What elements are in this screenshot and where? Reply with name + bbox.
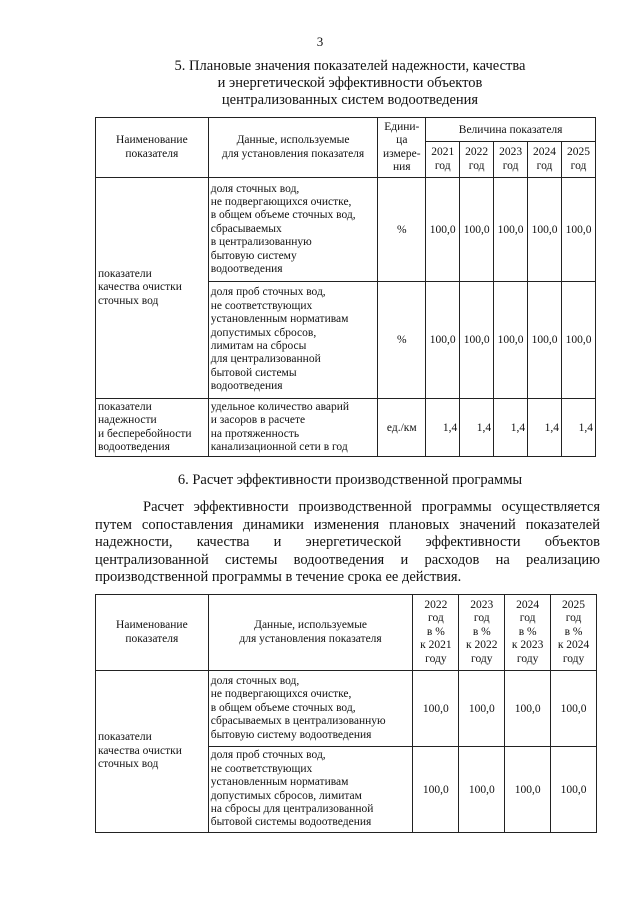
col-header-data	[208, 595, 413, 671]
col-header-unit	[378, 118, 426, 178]
period-line: в %	[426, 625, 445, 638]
value-cell: 100,0	[459, 671, 505, 747]
group-name-line: показатели	[98, 731, 152, 744]
data-line: водоотведения	[210, 380, 283, 393]
value-cell: 100,0	[562, 178, 596, 282]
header-line: для установления показателя	[221, 147, 365, 160]
group-name-cell	[96, 399, 209, 457]
period-line: 2022	[424, 598, 448, 611]
period-line: году	[471, 652, 493, 665]
period-line: году	[516, 652, 539, 665]
group-name-line: сточных вод	[98, 294, 159, 307]
period-line: год	[428, 612, 444, 625]
data-line: в общем объеме сточных вод,	[210, 209, 356, 222]
data-line: не подвергающихся очистке,	[210, 688, 352, 701]
period-line: к 2021	[420, 639, 452, 652]
section6-paragraph	[95, 499, 600, 587]
page-number: 3	[316, 34, 324, 49]
data-line: бытовую систему	[210, 249, 297, 262]
year-line: 2023	[499, 146, 523, 159]
paragraph-line: путем сопоставления динамики изменения плановых значений показателей	[95, 516, 600, 533]
group-name-line: показатели	[98, 267, 152, 280]
value-cell: 100,0	[460, 282, 494, 399]
year-header	[494, 142, 528, 178]
group-name-line: показатели	[98, 400, 152, 413]
period-line: 2023	[470, 598, 494, 611]
data-cell	[208, 671, 413, 747]
period-line: в %	[564, 625, 583, 638]
section5-title-line: централизованных систем водоотведения	[221, 92, 479, 108]
group-name-line: качества очистки	[98, 281, 182, 294]
year-header	[562, 142, 596, 178]
data-line: сбрасываемых	[210, 222, 282, 235]
group-name-line: надежности	[98, 414, 157, 427]
data-line: установленным нормативам	[210, 313, 349, 326]
year-line: 2024	[533, 146, 557, 159]
data-line: доля сточных вод,	[210, 674, 300, 687]
value-cell: 100,0	[551, 747, 597, 833]
value-cell: 100,0	[494, 282, 528, 399]
paragraph-line: надежности, качества и энергетической эффективности объектов	[95, 534, 600, 550]
data-line: доля проб сточных вод,	[210, 286, 326, 299]
data-line: водоотведения	[210, 263, 283, 276]
data-line: бытовой системы	[210, 366, 297, 379]
group-name-cell	[96, 671, 209, 833]
year-line: 2025	[567, 146, 590, 159]
period-header	[551, 595, 597, 671]
efficiency-table	[95, 594, 597, 833]
group-name-line: качества очистки	[98, 744, 182, 757]
col-header-value: Величина показателя	[426, 118, 596, 142]
value-cell: 100,0	[562, 282, 596, 399]
header-line: ца	[396, 134, 408, 147]
data-cell	[208, 282, 378, 399]
header-line: Данные, используемые	[236, 134, 350, 147]
period-header	[413, 595, 459, 671]
col-header-data	[208, 118, 378, 178]
unit-cell: %	[378, 282, 426, 399]
data-line: не соответствующих	[210, 762, 313, 775]
data-line: бытовой системы водоотведения	[210, 816, 372, 829]
data-line: бытовую систему водоотведения	[210, 728, 372, 741]
value-cell: 100,0	[528, 282, 562, 399]
period-line: к 2022	[466, 639, 498, 652]
year-line: год	[570, 159, 587, 172]
data-line: на сбросы для централизованной	[210, 802, 374, 815]
year-line: год	[434, 159, 451, 172]
year-header	[426, 142, 460, 178]
value-cell: 100,0	[459, 747, 505, 833]
section5-title-line: и энергетической эффективности объектов	[217, 75, 483, 91]
data-line: не соответствующих	[210, 299, 313, 312]
value-cell: 100,0	[494, 178, 528, 282]
data-cell	[208, 178, 378, 282]
year-line: год	[502, 159, 519, 172]
header-line: Едини-	[384, 120, 420, 133]
period-line: год	[519, 612, 536, 625]
value-cell: 1,4	[426, 399, 460, 457]
header-line: измере-	[383, 147, 421, 160]
period-line: в %	[518, 625, 537, 638]
paragraph-line: производственной программы в течение срока ее действия.	[95, 569, 462, 585]
year-line: 2021	[431, 146, 455, 159]
value-cell: 100,0	[505, 671, 551, 747]
paragraph-line: централизованной системы водоотведения и расходов на реализацию	[95, 551, 600, 568]
section6-title: 6. Расчет эффективности производственной программы	[177, 472, 523, 488]
value-cell: 1,4	[460, 399, 494, 457]
data-line: допустимых сбросов,	[210, 326, 317, 339]
data-line: в централизованную	[210, 236, 312, 249]
year-header	[460, 142, 494, 178]
data-line: и засоров в расчете	[210, 414, 306, 427]
period-line: в %	[472, 625, 491, 638]
year-line: год	[536, 159, 553, 172]
data-line: не подвергающихся очистке,	[210, 195, 352, 208]
data-line: на протяженность	[210, 427, 300, 440]
period-line: год	[473, 612, 490, 625]
data-line: доля сточных вод,	[210, 182, 300, 195]
period-line: 2024	[516, 598, 540, 611]
value-cell: 100,0	[460, 178, 494, 282]
value-cell: 1,4	[528, 399, 562, 457]
period-line: к 2024	[557, 639, 590, 652]
col-header-name	[96, 595, 209, 671]
period-line: год	[565, 612, 582, 625]
col-header-name	[96, 118, 209, 178]
group-name-cell	[96, 178, 209, 399]
group-name-line: водоотведения	[98, 440, 170, 453]
year-line: год	[468, 159, 485, 172]
year-header	[528, 142, 562, 178]
header-line: ния	[393, 160, 411, 173]
value-cell: 1,4	[494, 399, 528, 457]
section5-title-line: 5. Плановые значения показателей надежности, качества	[174, 58, 526, 74]
data-cell	[208, 747, 413, 833]
data-line: для централизованной	[210, 353, 321, 366]
data-line: установленным нормативам	[210, 776, 349, 789]
paragraph-line: Расчет эффективности производственной программы осуществляется	[143, 499, 600, 515]
value-cell: 100,0	[551, 671, 597, 747]
value-cell: 100,0	[528, 178, 562, 282]
data-line: в общем объеме сточных вод,	[210, 701, 356, 714]
data-line: удельное количество аварий	[210, 400, 350, 413]
value-cell: 100,0	[413, 747, 459, 833]
col-header-name-text: Наименование показателя	[116, 134, 188, 160]
period-header	[505, 595, 551, 671]
col-header-name-text: Наименование показателя	[116, 619, 188, 645]
indicators-table	[95, 117, 596, 457]
value-cell: 100,0	[426, 178, 460, 282]
group-name-line: сточных вод	[98, 758, 159, 771]
data-cell	[208, 399, 378, 457]
period-header	[459, 595, 505, 671]
data-line: канализационной сети в год	[210, 440, 348, 453]
data-line: допустимых сбросов, лимитам	[210, 789, 362, 802]
period-line: году	[425, 652, 447, 665]
data-line: доля проб сточных вод,	[210, 749, 326, 762]
section5-title	[100, 58, 600, 109]
period-line: году	[562, 652, 585, 665]
group-name-line: и бесперебойности	[98, 427, 192, 440]
header-line: для установления показателя	[239, 632, 382, 645]
data-line: лимитам на сбросы	[210, 340, 307, 352]
value-cell: 100,0	[505, 747, 551, 833]
value-cell: 100,0	[413, 671, 459, 747]
header-line: Данные, используемые	[254, 619, 368, 632]
value-cell: 1,4	[562, 399, 596, 457]
period-line: 2025	[562, 598, 586, 611]
period-line: к 2023	[511, 639, 544, 652]
data-line: сбрасываемых в централизованную	[210, 715, 386, 728]
unit-cell: %	[378, 178, 426, 282]
year-line: 2022	[465, 146, 489, 159]
value-cell: 100,0	[426, 282, 460, 399]
unit-cell: ед./км	[378, 399, 426, 457]
